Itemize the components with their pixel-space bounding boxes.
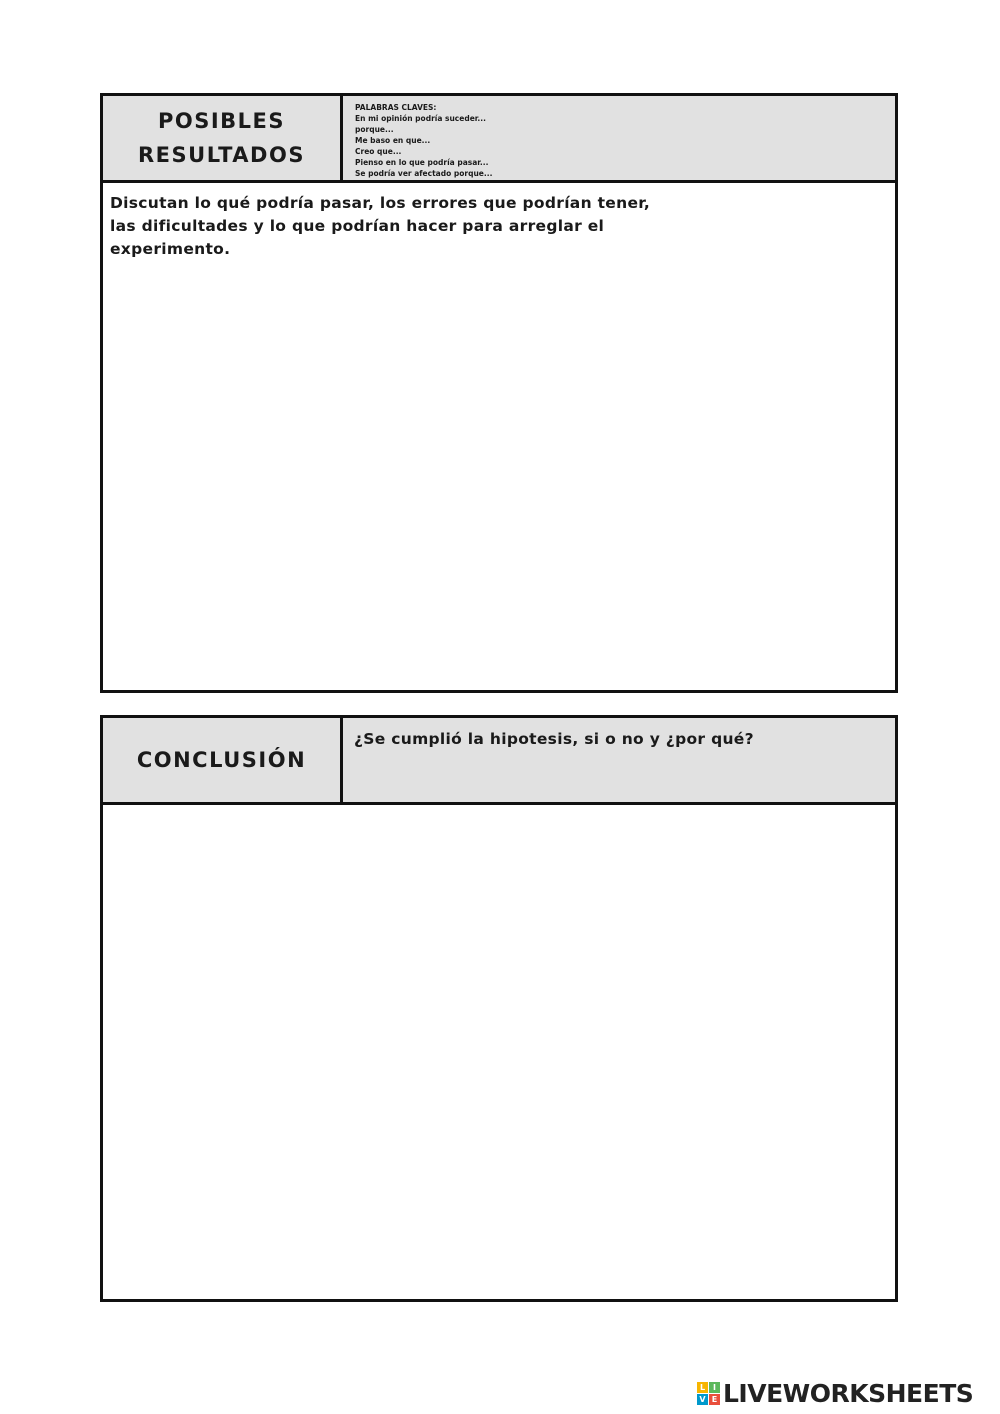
logo-mark-letter: E [709, 1394, 720, 1405]
instructions-text: Discutan lo qué podría pasar, los errores que podrían tener, las dificultades y lo que podrían hacer para arreglar el experimento. [110, 194, 651, 258]
keyword-item: Creo que... [355, 147, 402, 156]
section-title: POSIBLES RESULTADOS [103, 96, 343, 180]
keyword-item: porque... [355, 125, 394, 134]
keyword-item: Me baso en que... [355, 136, 431, 145]
keyword-item: En mi opinión podría suceder... [355, 114, 486, 123]
logo-mark-icon [697, 1382, 720, 1405]
section-title: CONCLUSIÓN [103, 718, 343, 802]
logo-mark-letter: I [709, 1382, 720, 1393]
keywords-heading: PALABRAS CLAVES: [355, 103, 437, 112]
logo-text: LIVEWORKSHEETS [723, 1379, 974, 1408]
keyword-item: Se podría ver afectado porque... [355, 169, 493, 178]
keyword-item: Pienso en lo que podría pasar... [355, 158, 489, 167]
keywords-list [355, 102, 492, 179]
posibles-resultados-section [100, 93, 898, 693]
conclusion-section [100, 715, 898, 1302]
conclusion-question: ¿Se cumplió la hipotesis, si o no y ¿por qué? [354, 730, 754, 748]
logo-mark-letter: L [697, 1382, 708, 1393]
section-header [103, 718, 895, 805]
liveworksheets-logo [697, 1379, 973, 1408]
logo-mark-letter: V [697, 1394, 708, 1405]
section-header [103, 96, 895, 183]
